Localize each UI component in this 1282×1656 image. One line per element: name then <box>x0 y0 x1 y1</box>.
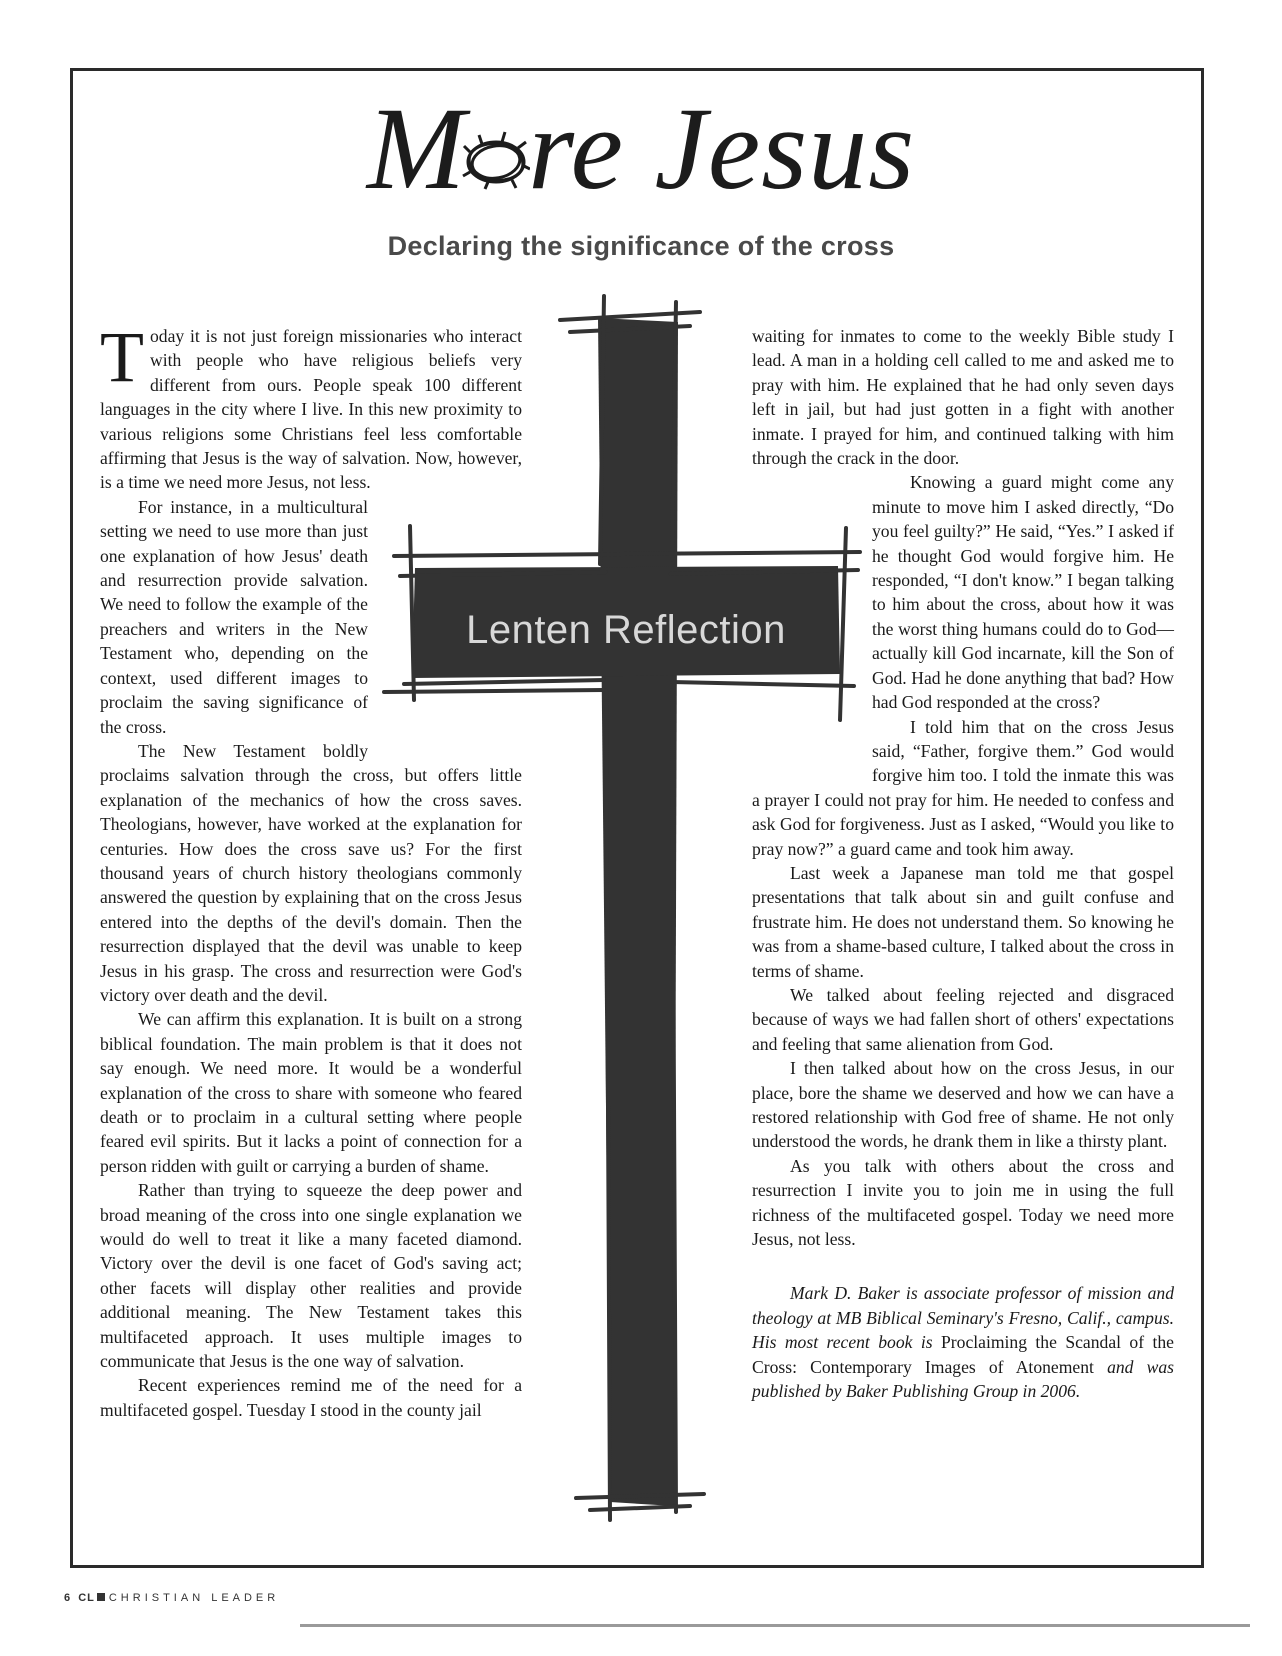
paragraph: We can affirm this explanation. It is built on a strong biblical foundation. The main problem is that it does not say enough. We need more. It would be a wonderful explanation of the cross to share with someone who feared death or to proclaim in a cultural setting where people feared evil spirits. But it lacks a point of connection for a person ridden with guilt or carrying a burden of shame. <box>100 1009 522 1176</box>
book-title: Proclaiming the Scandal of the Cross: Contemporary Images of Atonement <box>752 1332 1174 1377</box>
paragraph: Last week a Japanese man told me that gospel presentations that talk about sin and guilt confuse and frustrate him. He does not understand them. So knowing he was from a shame-based culture, I talked about the cross in terms of shame. <box>752 862 1174 981</box>
footer-rule <box>300 1624 1250 1627</box>
page-number: 6 <box>64 1592 72 1604</box>
magazine-abbr: CL <box>78 1592 95 1604</box>
cross-wrap-float <box>752 494 872 764</box>
paragraph: Knowing a guard might come any minute to move him I asked directly, “Do you feel guilty?” He said, “Yes.” I asked if he thought God would forgive him. He responded, “I don't know.” I began talking to him about the cross, about how it was the worst thing humans could do to God—actually kill God incarnate, kill the Son of God. Had he done anything that bad? How had God responded at the cross? <box>872 472 1174 713</box>
banner-label: Lenten Reflection <box>466 608 786 652</box>
left-column <box>100 317 522 1422</box>
cross-wrap-float <box>368 495 522 743</box>
paragraph: waiting for inmates to come to the weekly Bible study I lead. A man in a holding cell called to me and asked me to pray with him. He explained that he had only seven days left in jail, but had just gotten in a fight with another inmate. I prayed for him, and continued talking with him through the crack in the door. <box>752 326 1174 469</box>
paragraph: For instance, in a multicultural setting we need to use more than just one explanation of how Jesus' death and resurrection provide salvation. We need to follow the example of the preachers and writers in the New Testament who, depending on the context, used different images to proclaim the saving significance of the cross. <box>100 496 368 737</box>
paragraph: Recent experiences remind me of the need for a multifaceted gospel. Tuesday I stood in the county jail <box>100 1375 522 1420</box>
paragraph: Today it is not just foreign missionaries who interact with people who have religious beliefs very different from ours. People speak 100 different languages in the city where I live. In this new proximity to various religions some Christians feel less comfortable affirming that Jesus is the way of salvation. Now, however, is a time we need more Jesus, not less. <box>100 317 522 493</box>
paragraph: Rather than trying to squeeze the deep power and broad meaning of the cross into one single explanation we would do well to treat it like a many faceted diamond. Victory over the devil is one facet of God's saving act; other facets will display other realities and provide additional meaning. The New Testament takes this multifaceted approach. It uses multiple images to communicate that Jesus is the one way of salvation. <box>100 1180 522 1372</box>
paragraph: I then talked about how on the cross Jesus, in our place, bore the shame we deserved and how we can have a restored relationship with God free of shame. He not only understood the words, he drank them in like a thirsty plant. <box>752 1058 1174 1152</box>
right-column <box>752 324 1174 1403</box>
paragraph: As you talk with others about the cross and resurrection I invite you to join me in using the full richness of the multifaceted gospel. Today we need more Jesus, not less. <box>752 1155 1174 1250</box>
subtitle: Declaring the significance of the cross <box>387 231 895 261</box>
square-icon <box>97 1593 105 1601</box>
title-letter-m: M <box>366 83 467 214</box>
title-rest: re Jesus <box>528 83 916 214</box>
drop-cap: T <box>100 317 144 397</box>
paragraph: The New Testament boldly proclaims salvation through the cross, but offers little explanation of the mechanics of how the cross saves. Theologians, however, have worked at the explanation for centuries. How does the cross save us? For the first thousand years of church history theologians commonly answered the question by explaining that on the cross Jesus entered into the depths of the devil's domain. Then the resurrection displayed that the devil was unable to keep Jesus in his grasp. The cross and resurrection were God's victory over death and the devil. <box>100 740 522 1005</box>
paragraph: I told him that on the cross Jesus said, “Father, forgive them.” God would forgive him too. I told the inmate this was a prayer I could not pray for him. He needed to confess and ask God for forgiveness. Just as I asked, “Would you like to pray now?” a guard came and took him away. <box>752 716 1174 859</box>
page-footer <box>64 1592 279 1604</box>
magazine-name: CHRISTIAN LEADER <box>108 1592 280 1604</box>
paragraph: We talked about feeling rejected and disgraced because of ways we had fallen short of others' expectations and feeling that same alienation from God. <box>752 984 1174 1054</box>
author-bio: Mark D. Baker is associate professor of mission and theology at MB Biblical Seminary's Fresno, Calif., campus. His most recent book is Proclaiming the Scandal of the Cross: Contemporary Images of Atonement and was published by Baker Publishing Group in 2006. <box>752 1283 1174 1402</box>
